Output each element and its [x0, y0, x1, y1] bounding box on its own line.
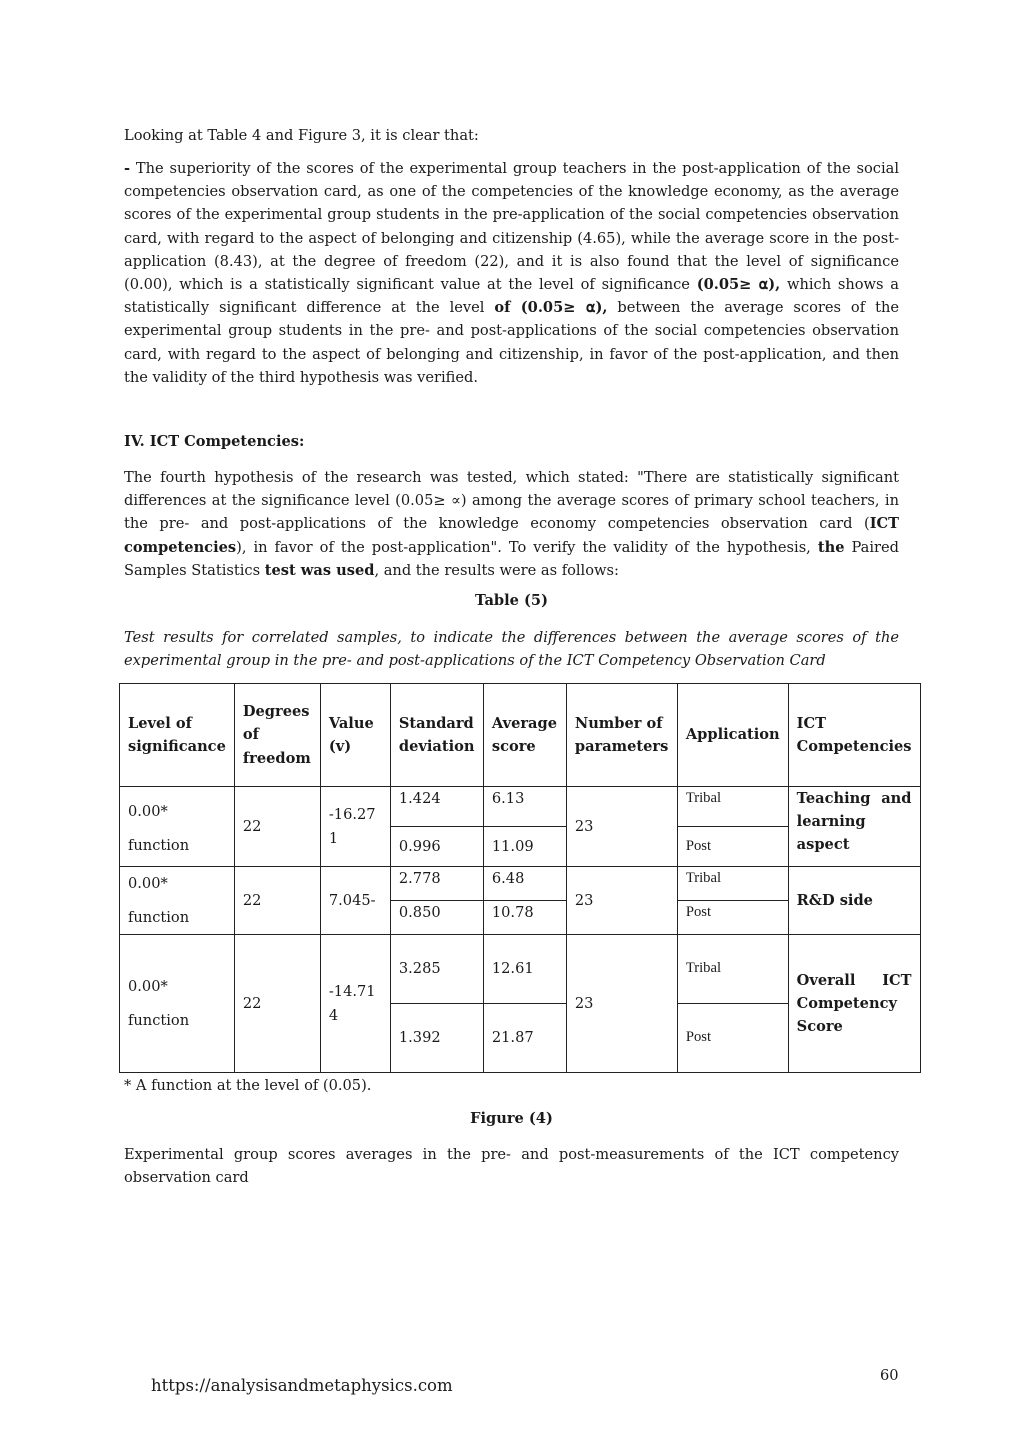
significance-cell: [120, 867, 235, 935]
para2-text-e: Paired Samples Statistics: [124, 538, 899, 579]
avg-post-cell: 21.87: [483, 1004, 566, 1073]
df-cell: 22: [234, 935, 320, 1073]
significance-cell: [120, 787, 235, 867]
competency-cell: Overall ICT Competency Score: [788, 935, 920, 1073]
avg-pre-cell: 6.13: [483, 787, 566, 827]
table-header-row: [120, 684, 921, 787]
header-cell: Level of significance: [120, 684, 235, 787]
intro-line: Looking at Table 4 and Figure 3, it is clear that:: [124, 127, 479, 144]
table-row: [120, 787, 921, 827]
header-cell: Standard deviation: [390, 684, 483, 787]
competency-cell: R&D side: [788, 867, 920, 935]
df-cell: 22: [234, 867, 320, 935]
para2-text-c: ), in favor of the post-application". To verify the validity of the hypothesis,: [236, 538, 818, 556]
header-cell: Number of parameters: [566, 684, 677, 787]
dash-marker: -: [124, 160, 131, 177]
sd-pre-cell: 1.424: [390, 787, 483, 827]
para2-bold-f: test was used: [264, 561, 375, 579]
para1-text-c: which shows a statistically significant difference at the level: [124, 276, 899, 317]
results-table: [119, 683, 921, 1073]
avg-pre-cell: 12.61: [483, 935, 566, 1004]
app-pre-cell: Tribal: [677, 867, 788, 901]
section-heading: IV. ICT Competencies:: [124, 433, 305, 450]
paragraph-hypothesis: [124, 466, 899, 582]
significance-note: function: [128, 1011, 190, 1029]
n-cell: 23: [566, 935, 677, 1073]
significance-value: 0.00*: [128, 875, 168, 893]
app-pre-cell: Tribal: [677, 787, 788, 827]
app-pre-cell: Tribal: [677, 935, 788, 1004]
table-row: [120, 867, 921, 901]
header-cell: Value (v): [320, 684, 390, 787]
sd-pre-cell: 2.778: [390, 867, 483, 901]
app-post-cell: Post: [677, 1004, 788, 1073]
header-cell: ICT Competencies: [788, 684, 920, 787]
value-cell: -14.714: [320, 935, 390, 1073]
table-caption: Test results for correlated samples, to indicate the differences between the average scores of the experimental group in the pre- and post-applications of the ICT Competency Observation Card: [124, 629, 899, 670]
avg-pre-cell: 6.48: [483, 867, 566, 901]
para1-text-a: The superiority of the scores of the experimental group teachers in the post-application of the social competencies observation card, as one of the competencies of the knowledge economy, as the average scores of the experimental group students in the pre-application of the social competencies observation card, with regard to the aspect of belonging and citizenship (4.65), while the average score in the post-application (8.43), at the degree of freedom (22), and it is also found that the level of significance (0.00), which is a statistically significant value at the level of significance: [124, 160, 899, 294]
value-cell: 7.045-: [320, 867, 390, 935]
competency-cell: Teaching and learning aspect: [788, 787, 920, 867]
sd-post-cell: 0.850: [390, 901, 483, 935]
value-cell: -16.271: [320, 787, 390, 867]
figure-title: Figure (4): [470, 1110, 553, 1127]
para1-bold-d: of (0.05≥ ⍺),: [494, 299, 608, 317]
significance-value: 0.00*: [128, 978, 168, 996]
figure-caption: Experimental group scores averages in the pre- and post-measurements of the ICT competency observation card: [124, 1146, 899, 1187]
para2-text-a: The fourth hypothesis of the research was tested, which stated: "There are statistically significant differences at the significance level (0.05≥ ∝) among the average scores of primary school teachers, in the pre- and post-applications of the knowledge economy competencies observation card (: [124, 469, 899, 533]
df-cell: 22: [234, 787, 320, 867]
paragraph-social-competencies: [124, 157, 899, 389]
para2-bold-d: the: [817, 538, 845, 556]
header-cell: Application: [677, 684, 788, 787]
footer-url[interactable]: https://analysisandmetaphysics.com: [151, 1376, 453, 1395]
app-post-cell: Post: [677, 827, 788, 867]
para2-bold-b: ICT competencies: [124, 515, 899, 556]
significance-value: 0.00*: [128, 803, 168, 821]
header-cell: Degrees of freedom: [234, 684, 320, 787]
significance-note: function: [128, 836, 190, 854]
header-cell: Average score: [483, 684, 566, 787]
para2-text-g: , and the results were as follows:: [374, 561, 619, 579]
significance-cell: [120, 935, 235, 1073]
para1-bold-b: (0.05≥ ⍺),: [696, 276, 781, 294]
app-post-cell: Post: [677, 901, 788, 935]
n-cell: 23: [566, 787, 677, 867]
sd-pre-cell: 3.285: [390, 935, 483, 1004]
table-title: Table (5): [475, 592, 548, 609]
sd-post-cell: 0.996: [390, 827, 483, 867]
sd-post-cell: 1.392: [390, 1004, 483, 1073]
avg-post-cell: 11.09: [483, 827, 566, 867]
table-row: [120, 935, 921, 1004]
page-number: 60: [880, 1367, 899, 1384]
para1-text-e: between the average scores of the experimental group students in the pre- and post-applications of the social competencies observation card, with regard to the aspect of belonging and citizenship, in favor of the post-application, and then the validity of the third hypothesis was verified.: [124, 299, 899, 386]
avg-post-cell: 10.78: [483, 901, 566, 935]
n-cell: 23: [566, 867, 677, 935]
table-footnote: * A function at the level of (0.05).: [124, 1077, 372, 1094]
significance-note: function: [128, 908, 190, 926]
